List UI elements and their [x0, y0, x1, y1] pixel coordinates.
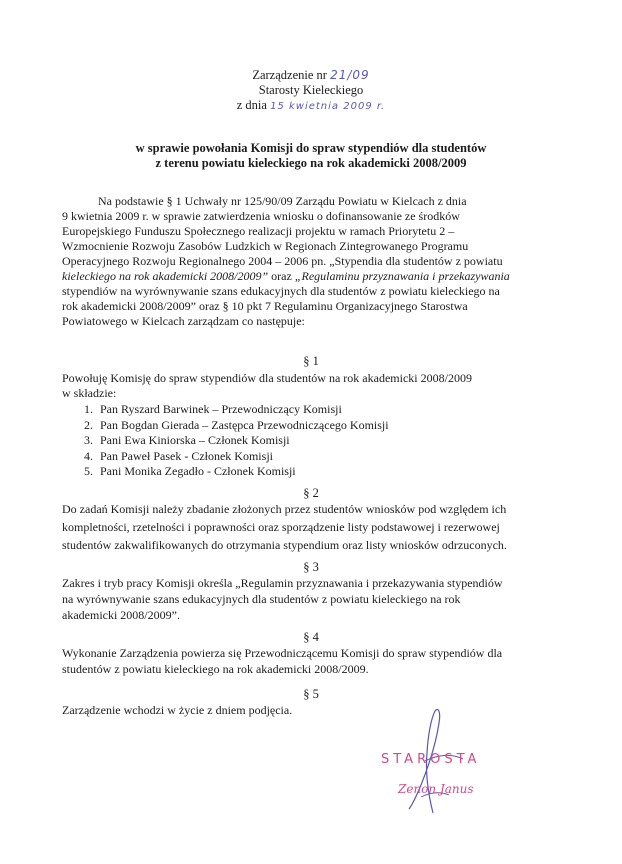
preamble-line: Operacyjnego Rozwoju Regionalnego 2004 – 2006 pn. „Stypendia dla studentów z powiatu	[62, 254, 503, 268]
section-1-text	[62, 371, 562, 401]
section-5-heading: § 5	[303, 687, 319, 701]
list-item: 4. Pan Paweł Pasek - Członek Komisji	[84, 448, 273, 463]
section-3-text	[62, 575, 562, 623]
section-1-heading: § 1	[303, 354, 319, 368]
section-3-line: akademicki 2008/2009”.	[62, 608, 180, 622]
section-2-text	[62, 500, 562, 554]
issuer-line: Starosty Kieleckiego	[258, 83, 364, 97]
section-1-line: w składzie:	[62, 386, 117, 400]
regulation-title-italic: „Regulaminu przyznawania i przekazywania	[294, 269, 510, 283]
subject-line-1: w sprawie powołania Komisji do spraw stypendiów dla studentów	[135, 141, 487, 155]
section-4-line: Wykonanie Zarządzenia powierza się Przewodniczącemu Komisji do spraw stypendiów dla	[62, 646, 503, 660]
list-item: 5. Pani Monika Zegadło - Członek Komisji	[84, 464, 296, 478]
ordinance-label: Zarządzenie nr	[252, 68, 327, 82]
section-2-line: studentów zakwalifikowanych do otrzymania stypendium oraz listy wniosków odrzuconych.	[62, 538, 507, 552]
ordinance-number-line	[0, 68, 622, 83]
section-4-heading: § 4	[303, 630, 319, 644]
date-label: z dnia	[236, 98, 267, 112]
preamble-line: rok akademicki 2008/2009” oraz § 10 pkt 7 Regulaminu Organizacyjnego Starostwa	[62, 299, 468, 313]
preamble-line-mixed	[62, 269, 562, 284]
section-4-text	[62, 645, 562, 677]
section-3-line: na wyrównywanie szans edukacyjnych dla studentów z powiatu kieleckiego na rok	[62, 592, 461, 606]
project-title-italic: kieleckiego na rok akademicki 2008/2009”	[62, 269, 269, 283]
preamble-line: 9 kwietnia 2009 r. w sprawie zatwierdzenia wniosku o dofinansowanie ze środków	[62, 209, 460, 223]
conjunction: oraz	[268, 269, 295, 283]
list-item: 1. Pan Ryszard Barwinek – Przewodniczący Komisji	[84, 402, 342, 416]
section-3-line: Zakres i tryb pracy Komisji określa „Regulamin przyznawania i przekazywania stypendiów	[62, 576, 503, 590]
subject-line-2: z terenu powiatu kieleckiego na rok akademicki 2008/2009	[155, 156, 467, 170]
section-2-heading: § 2	[303, 486, 319, 500]
handwritten-date: 15 kwietnia 2009 r.	[270, 101, 386, 112]
preamble-paragraph	[62, 194, 562, 329]
list-item: 3. Pani Ewa Kiniorska – Członek Komisji	[84, 433, 290, 447]
preamble-line: Na podstawie § 1 Uchwały nr 125/90/09 Zarządu Powiatu w Kielcach z dnia	[98, 194, 467, 208]
preamble-line: stypendiów na wyrównywanie szans edukacyjnych dla studentów z powiatu kieleckiego na	[62, 284, 500, 298]
section-5-text: Zarządzenie wchodzi w życie z dniem podjęcia.	[62, 703, 293, 717]
list-item: 2. Pan Bogdan Gierada – Zastępca Przewodniczącego Komisji	[84, 417, 389, 432]
section-2-line: Do zadań Komisji należy zbadanie złożonych przez studentów wniosków pod względem ich	[62, 502, 507, 516]
committee-members-list	[84, 402, 389, 480]
section-1-line: Powołuję Komisję do spraw stypendiów dla studentów na rok akademicki 2008/2009	[62, 371, 472, 385]
section-4-line: studentów z powiatu kieleckiego na rok akademicki 2008/2009.	[62, 662, 369, 676]
date-line	[0, 98, 622, 114]
section-2-line: kompletności, rzetelności i poprawności oraz sporządzenie listy podstawowej i rezerwowej	[62, 520, 500, 534]
preamble-line: Powiatowego w Kielcach zarządzam co następuje:	[62, 314, 305, 328]
stamp-name: Zenon Janus	[398, 782, 474, 796]
handwritten-number: 21/09	[330, 68, 370, 82]
stamp-title: STAROSTA	[381, 752, 481, 767]
preamble-line: Wzmocnienie Rozwoju Zasobów Ludzkich w Regionach Zintegrowanego Programu	[62, 239, 469, 253]
section-3-heading: § 3	[303, 560, 319, 574]
preamble-line: Europejskiego Funduszu Społecznego realizacji projektu w ramach Priorytetu 2 –	[62, 224, 455, 238]
